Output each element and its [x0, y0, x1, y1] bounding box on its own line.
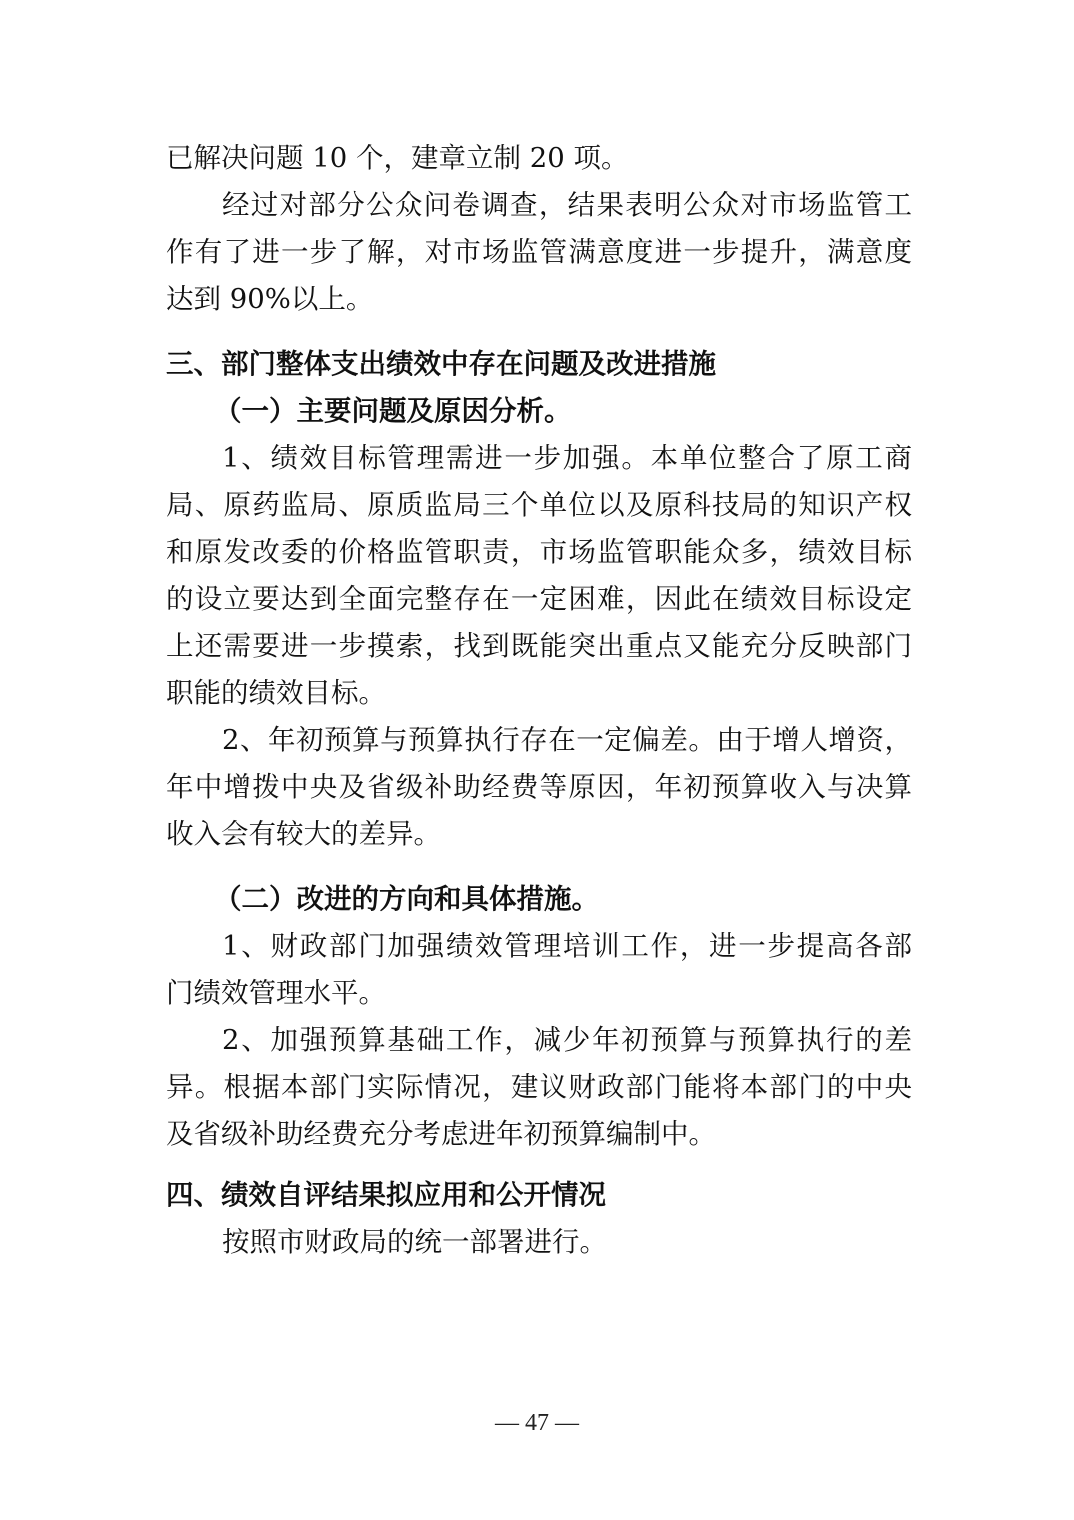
paragraph-line: 局、原药监局、原质监局三个单位以及原科技局的知识产权 — [166, 489, 912, 521]
paragraph-line: 已解决问题 10 个，建章立制 20 项。 — [166, 142, 629, 174]
paragraph-line: 1、绩效目标管理需进一步加强。本单位整合了原工商 — [222, 442, 912, 474]
document-body — [166, 135, 912, 1266]
section-heading-3: 三、部门整体支出绩效中存在问题及改进措施 — [166, 348, 716, 380]
paragraph-line: 年中增拨中央及省级补助经费等原因，年初预算收入与决算 — [166, 771, 912, 803]
paragraph-line: 职能的绩效目标。 — [166, 677, 386, 709]
paragraph-line: 及省级补助经费充分考虑进年初预算编制中。 — [166, 1118, 716, 1150]
paragraph-line: 1、财政部门加强绩效管理培训工作，进一步提高各部 — [222, 930, 912, 962]
paragraph-line: 的设立要达到全面完整存在一定困难，因此在绩效目标设定 — [166, 583, 912, 615]
paragraph-line: 经过对部分公众问卷调查，结果表明公众对市场监管工 — [222, 189, 912, 221]
section-heading-4: 四、绩效自评结果拟应用和公开情况 — [166, 1179, 606, 1211]
paragraph-line: 2、加强预算基础工作，减少年初预算与预算执行的差 — [222, 1024, 912, 1056]
subheading-measures: （二）改进的方向和具体措施。 — [214, 883, 599, 915]
paragraph-line: 异。根据本部门实际情况，建议财政部门能将本部门的中央 — [166, 1071, 912, 1103]
page-number: — 47 — — [495, 1410, 579, 1436]
paragraph-line: 上还需要进一步摸索，找到既能突出重点又能充分反映部门 — [166, 630, 912, 662]
paragraph-line: 达到 90%以上。 — [166, 283, 374, 315]
paragraph-line: 作有了进一步了解，对市场监管满意度进一步提升，满意度 — [166, 236, 912, 268]
paragraph-line: 和原发改委的价格监管职责，市场监管职能众多，绩效目标 — [166, 536, 912, 568]
paragraph-line: 2、年初预算与预算执行存在一定偏差。由于增人增资， — [222, 724, 912, 756]
subheading-problems: （一）主要问题及原因分析。 — [214, 395, 572, 427]
paragraph-line: 收入会有较大的差异。 — [166, 818, 441, 850]
paragraph-line: 门绩效管理水平。 — [166, 977, 386, 1009]
paragraph-line: 按照市财政局的统一部署进行。 — [222, 1226, 607, 1258]
